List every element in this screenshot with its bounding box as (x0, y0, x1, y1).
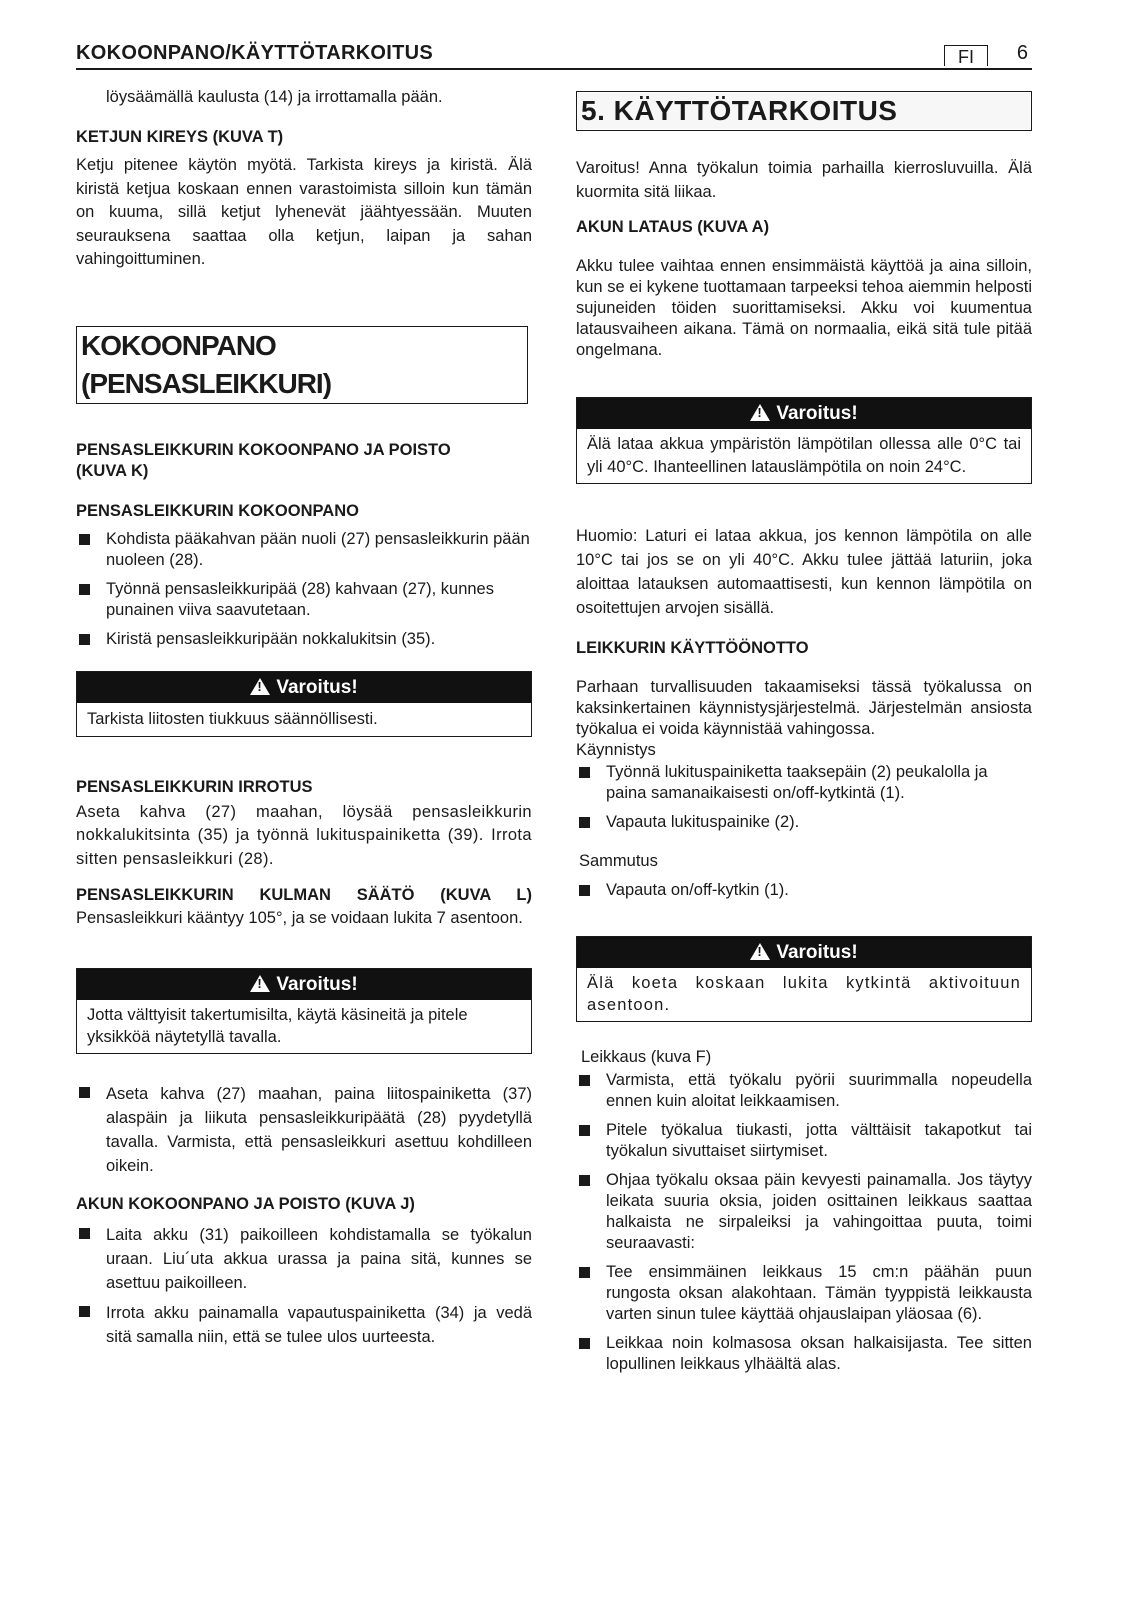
hedge-removal-heading: PENSASLEIKKURIN IRROTUS (76, 777, 313, 796)
list-item: Vapauta lukituspainike (2). (576, 812, 1032, 833)
header-title: KOKOONPANO/KÄYTTÖTARKOITUS (76, 42, 434, 64)
list-item: Aseta kahva (27) maahan, paina liitospainiketta (37) alaspäin ja liikuta pensasleikkuripäätä (28) pyydetyllä tavalla. Varmista, että pensasleikkuri asettuu kohdilleen oikein. (76, 1082, 532, 1178)
chain-tension-text: Ketju pitenee käytön myötä. Tarkista kireys ja kiristä. Älä kiristä ketjua koskaan ennen varastoimista silloin kun tämän on kuuma, sillä ketjut lyhenevät jäähtyessään. Muuten seurauksena saattaa olla ketjun, laipan ja sahan vahingoittuminen. (76, 156, 532, 268)
list-item: Työnnä lukituspainiketta taaksepäin (2) peukalolla ja paina samanaikaisesti on/off-kytkintä (1). (576, 762, 1032, 804)
assembly-section-title: KOKOONPANO (PENSASLEIKKURI) (76, 326, 528, 404)
intro-text: löysäämällä kaulusta (14) ja irrottamalla pään. (106, 88, 443, 106)
list-item: Varmista, että työkalu pyörii suurimmalla nopeudella ennen kuin aloitat leikkaamisen. (576, 1070, 1032, 1112)
stop-label: Sammutus (579, 852, 658, 870)
list-item: Leikkaa noin kolmasosa oksan halkaisijasta. Tee sitten lopullinen leikkaus ylhäältä alas. (576, 1333, 1032, 1375)
hedge-angle-heading: PENSASLEIKKURIN KULMAN SÄÄTÖ (KUVA L) (76, 886, 532, 904)
list-item: Tee ensimmäinen leikkaus 15 cm:n päähän puun rungosta oksan alakohtaan. Tämän tyyppistä leikkausta varten sinun tulee käyttää ohjauslaipan yläosaa (6). (576, 1262, 1032, 1325)
warning-box-connections (76, 671, 532, 737)
page-header (76, 40, 1032, 70)
right-column (576, 84, 1032, 1375)
hedge-assembly-subheading: PENSASLEIKKURIN KOKOONPANO (76, 501, 359, 520)
list-item: Kiristä pensasleikkuripään nokkalukitsin (35). (76, 629, 532, 650)
battery-charge-text: Akku tulee vaihtaa ennen ensimmäistä käyttöä ja aina silloin, kun se ei kykene tuottamaan tarpeeksi tehoa aiemmin helposti sujuneiden töiden suorittamiseksi. Akku voi kuumentua latausvaiheen aikana. Tämä on normaalia, eikä sitä tule pitää ongelmana. (576, 257, 1032, 359)
cut-list (576, 1070, 1032, 1375)
list-item: Ohjaa työkalu oksaa päin kevyesti painamalla. Jos täytyy leikata suuria oksia, joiden osittainen leikkaus saattaa halkaista ne sirpaleiksi ja vahingoittaa puuta, toimi seuraavasti: (576, 1170, 1032, 1254)
left-column (76, 84, 532, 1349)
warning-title: Varoitus! (276, 973, 358, 995)
page-number: 6 (1016, 42, 1028, 64)
warning-box-temperature (576, 397, 1032, 484)
warning-box-switch (576, 936, 1032, 1022)
warning-title: Varoitus! (776, 942, 858, 963)
hedge-angle-text: Pensasleikkuri kääntyy 105°, ja se voidaan lukita 7 asentoon. (76, 909, 523, 927)
hedge-removal-text: Aseta kahva (27) maahan, löysää pensasleikkurin nokkalukitsinta (35) ja työnnä lukituspainiketta (39). Irrota sitten pensasleikkuri (28). (76, 802, 532, 868)
start-list (576, 762, 1032, 833)
warning-text: Tarkista liitosten tiukkuus säännöllisesti. (87, 709, 378, 728)
list-item: Vapauta on/off-kytkin (1). (576, 880, 1032, 901)
list-item: Työnnä pensasleikkuripää (28) kahvaan (27), kunnes punainen viiva saavutetaan. (76, 579, 532, 621)
language-badge: FI (944, 45, 988, 66)
warning-text: Jotta välttyisit takertumisilta, käytä käsineitä ja pitele yksikköä näytetyllä tavalla. (87, 1005, 468, 1046)
warning-header (577, 398, 1031, 429)
usage-warning-intro: Varoitus! Anna työkalun toimia parhailla kierrosluvuilla. Älä kuormita sitä liikaa. (576, 159, 1032, 201)
warning-header (77, 969, 531, 1000)
warning-box-gloves (76, 968, 532, 1054)
warning-title: Varoitus! (776, 403, 858, 424)
hedge-angle-list (76, 1082, 532, 1178)
battery-assembly-list (76, 1223, 532, 1349)
list-item: Pitele työkalua tiukasti, jotta välttäisit takapotkut tai työkalun sivuttaiset siirtymiset. (576, 1120, 1032, 1162)
warning-triangle-icon (750, 404, 770, 421)
warning-triangle-icon (250, 975, 270, 992)
hedge-assembly-heading: PENSASLEIKKURIN KOKOONPANO JA POISTO (KUVA K) (76, 440, 451, 480)
start-heading: LEIKKURIN KÄYTTÖÖNOTTO (576, 639, 809, 657)
cut-label: Leikkaus (kuva F) (581, 1048, 712, 1066)
battery-charge-heading: AKUN LATAUS (KUVA A) (576, 218, 770, 236)
warning-header (577, 937, 1031, 968)
start-text: Parhaan turvallisuuden takaamiseksi tässä työkalussa on kaksinkertainen käynnistysjärjestelmä. Järjestelmän ansiosta työkalua ei voida käynnistää vahingossa. (576, 678, 1032, 738)
stop-list (576, 880, 1032, 901)
warning-title: Varoitus! (276, 676, 358, 698)
list-item: Irrota akku painamalla vapautuspainiketta (34) ja vedä sitä samalla niin, että se tulee ulos uurteesta. (76, 1301, 532, 1349)
charger-note-text: Huomio: Laturi ei lataa akkua, jos kennon lämpötila on alle 10°C tai jos se on yli 40°C. Akku tulee jättää laturiin, joka aloittaa latauksen automaattisesti, kun kennon lämpötila on osoitettujen arvojen sisällä. (576, 527, 1032, 617)
start-label: Käynnistys (576, 741, 656, 759)
warning-triangle-icon (250, 678, 270, 695)
usage-section-title: 5. KÄYTTÖTARKOITUS (576, 91, 1032, 131)
warning-header (77, 672, 531, 703)
chain-tension-heading: KETJUN KIREYS (KUVA T) (76, 128, 284, 146)
list-item: Laita akku (31) paikoilleen kohdistamalla se työkalun uraan. Liu´uta akkua urassa ja paina sitä, kunnes se asettuu paikoilleen. (76, 1223, 532, 1295)
list-item: Kohdista pääkahvan pään nuoli (27) pensasleikkurin pään nuoleen (28). (76, 529, 532, 571)
warning-text: Älä koeta koskaan lukita kytkintä aktivoituun asentoon. (587, 974, 1021, 1014)
warning-text: Älä lataa akkua ympäristön lämpötilan ollessa alle 0°C tai yli 40°C. Ihanteellinen latauslämpötila on noin 24°C. (587, 435, 1021, 476)
battery-assembly-heading: AKUN KOKOONPANO JA POISTO (KUVA J) (76, 1194, 415, 1213)
hedge-assembly-list (76, 529, 532, 650)
warning-triangle-icon (750, 943, 770, 960)
